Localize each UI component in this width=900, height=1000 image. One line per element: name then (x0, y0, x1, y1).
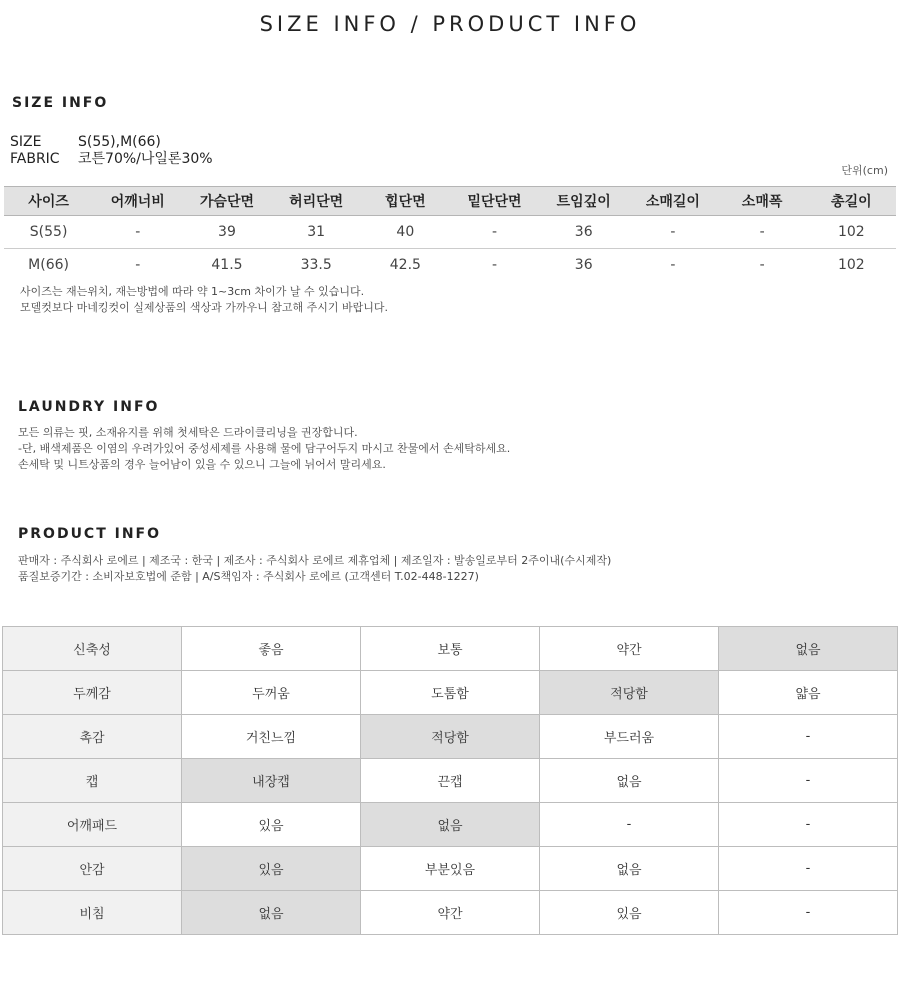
unit-label: 단위(cm) (841, 164, 888, 177)
product-notes (18, 553, 611, 585)
property-row (3, 627, 898, 671)
property-option-selected: 있음 (182, 847, 361, 891)
size-info-title: SIZE INFO (12, 95, 109, 111)
header-cell: 밑단단면 (450, 187, 539, 216)
table-cell: - (492, 257, 498, 273)
property-row (3, 715, 898, 759)
property-option: - (540, 803, 719, 847)
spec-key: FABRIC (10, 151, 60, 167)
product-line: 품질보증기간 : 소비자보호법에 준함 | A/S책임자 : 주식회사 로에르 (고객센터 T.02-448-1227) (18, 570, 479, 583)
page-title: SIZE INFO / PRODUCT INFO (259, 12, 641, 36)
property-option: 있음 (540, 891, 719, 935)
table-cell: - (93, 216, 182, 249)
size-table-header (4, 187, 896, 216)
spec-key: SIZE (10, 134, 42, 150)
laundry-line: 모든 의류는 핏, 소재유지를 위해 첫세탁은 드라이클리닝을 권장합니다. (18, 426, 358, 439)
property-option: 약간 (361, 891, 540, 935)
property-option: 두꺼움 (182, 671, 361, 715)
property-option-selected: 없음 (182, 891, 361, 935)
table-row (4, 249, 896, 282)
property-label: 안감 (3, 847, 182, 891)
header-cell: 소매폭 (718, 187, 807, 216)
property-label: 신축성 (3, 627, 182, 671)
property-option: 없음 (540, 759, 719, 803)
property-label: 촉감 (3, 715, 182, 759)
property-table (2, 626, 898, 935)
size-notes (20, 284, 388, 316)
table-cell: 36 (539, 216, 628, 249)
property-label: 두께감 (3, 671, 182, 715)
table-cell: - (628, 216, 717, 249)
property-option: 약간 (540, 627, 719, 671)
property-option: 얇음 (719, 671, 898, 715)
table-cell: 102 (807, 216, 896, 249)
property-option: 도톰함 (361, 671, 540, 715)
property-option: 부드러움 (540, 715, 719, 759)
property-option: - (719, 803, 898, 847)
property-row (3, 847, 898, 891)
table-cell: 40 (361, 216, 450, 249)
table-cell: 31 (272, 216, 361, 249)
header-cell: 허리단면 (272, 187, 361, 216)
laundry-notes (18, 425, 510, 473)
property-row (3, 759, 898, 803)
property-option: - (719, 891, 898, 935)
property-row (3, 803, 898, 847)
property-label: 어깨패드 (3, 803, 182, 847)
property-label: 비침 (3, 891, 182, 935)
table-cell: - (718, 216, 807, 249)
property-option: - (719, 847, 898, 891)
product-line: 판매자 : 주식회사 로에르 | 제조국 : 한국 | 제조사 : 주식회사 로에르 제휴업체 | 제조일자 : 발송일로부터 2주이내(수시제작) (18, 554, 612, 567)
note-line: 사이즈는 재는위치, 재는방법에 따라 약 1~3cm 차이가 날 수 있습니다. (20, 285, 365, 298)
spec-list (10, 134, 213, 168)
table-cell: 41.5 (211, 257, 243, 273)
header-cell: 트임깊이 (539, 187, 628, 216)
table-cell: - (135, 257, 141, 273)
table-cell: S(55) (4, 216, 93, 249)
property-option: 좋음 (182, 627, 361, 671)
property-option: 보통 (361, 627, 540, 671)
table-row (4, 216, 896, 249)
property-option-selected: 내장캡 (182, 759, 361, 803)
property-option-selected: 없음 (719, 627, 898, 671)
property-option: - (719, 715, 898, 759)
property-option-selected: 적당함 (540, 671, 719, 715)
property-option: 있음 (182, 803, 361, 847)
header-cell: 힙단면 (361, 187, 450, 216)
table-cell: 42.5 (389, 257, 421, 273)
table-cell: - (670, 257, 676, 273)
property-row (3, 891, 898, 935)
property-option-selected: 없음 (361, 803, 540, 847)
property-option: 끈캡 (361, 759, 540, 803)
spec-value: 코튼70%/나일론30% (78, 151, 213, 167)
table-cell: 39 (182, 216, 271, 249)
size-table (4, 186, 896, 281)
spec-value: S(55),M(66) (78, 134, 161, 150)
header-cell: 사이즈 (4, 187, 93, 216)
property-row (3, 671, 898, 715)
table-cell: - (450, 216, 539, 249)
product-info-title: PRODUCT INFO (18, 526, 162, 542)
table-cell: 102 (837, 257, 865, 273)
table-cell: M(66) (28, 257, 69, 273)
property-option-selected: 적당함 (361, 715, 540, 759)
spec-row-fabric (10, 151, 213, 168)
table-cell: - (759, 257, 765, 273)
table-cell: 33.5 (300, 257, 332, 273)
header-cell: 소매길이 (628, 187, 717, 216)
property-option: 부분있음 (361, 847, 540, 891)
note-line: 모델컷보다 마네킹컷이 실제상품의 색상과 가까우니 참고해 주시기 바랍니다. (20, 301, 389, 314)
table-cell: 36 (574, 257, 593, 273)
property-option: - (719, 759, 898, 803)
laundry-line: -단, 배색제품은 이염의 우려가있어 중성세제를 사용해 물에 담구어두지 마시고 찬물에서 손세탁하세요. (18, 442, 511, 455)
header-cell: 어깨너비 (93, 187, 182, 216)
laundry-info-title: LAUNDRY INFO (18, 399, 160, 415)
property-option: 없음 (540, 847, 719, 891)
property-label: 캡 (3, 759, 182, 803)
spec-row-size (10, 134, 213, 151)
property-option: 거친느낌 (182, 715, 361, 759)
laundry-line: 손세탁 및 니트상품의 경우 늘어남이 있을 수 있으니 그늘에 뉘어서 말리세요. (18, 458, 386, 471)
header-cell: 총길이 (807, 187, 896, 216)
header-cell: 가슴단면 (182, 187, 271, 216)
